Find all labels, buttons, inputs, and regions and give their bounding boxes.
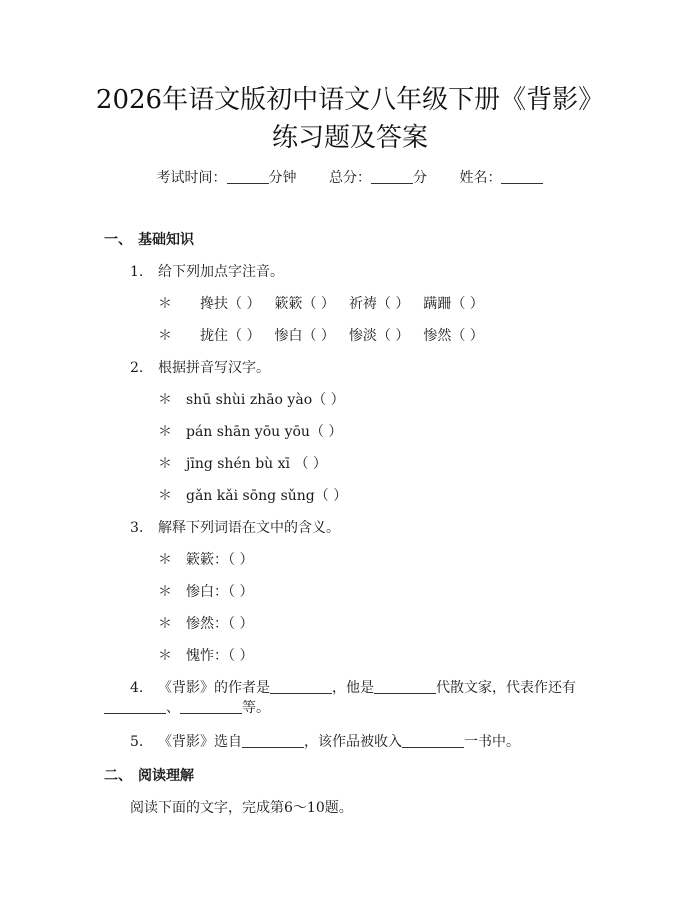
list-item: ＊ 惨然：（ ） — [158, 616, 254, 632]
question-4-continued: 、 等。 — [104, 698, 270, 718]
list-item: ＊ 惨白：（ ） — [158, 584, 254, 600]
collection-blank[interactable] — [402, 733, 464, 748]
list-item: ＊ 簌簌：（ ） — [158, 552, 254, 568]
bullet-star-icon: ＊ — [158, 488, 172, 504]
section-heading-basic: 一、 基础知识 — [104, 232, 194, 248]
author-blank[interactable] — [270, 679, 332, 694]
word-item: 蹒跚（ ） — [423, 296, 484, 312]
word-item: 搀扶（ ） — [200, 296, 261, 312]
bullet-star-icon: ＊ — [158, 616, 172, 632]
question-3: 3. 解释下列词语在文中的含义。 — [130, 520, 340, 536]
list-item: ＊ gǎn kǎi sōng sǔng（ ） — [158, 488, 348, 504]
question-1-row-1 — [158, 294, 498, 314]
bullet-star-icon: ＊ — [158, 392, 172, 408]
student-name-blank[interactable] — [501, 169, 543, 184]
page-title-line-2: 练习题及答案 — [271, 123, 428, 153]
word-item: 簌簌（ ） — [274, 296, 335, 312]
list-item: ＊ pán shān yōu yōu（ ） — [158, 424, 343, 440]
reading-instructions: 阅读下面的文字，完成第6～10题。 — [130, 800, 353, 816]
student-name-field: 姓名： — [459, 168, 543, 188]
question-2: 2. 根据拼音写汉字。 — [130, 360, 270, 376]
section-heading-reading: 二、 阅读理解 — [104, 768, 194, 784]
bullet-star-icon: ＊ — [158, 648, 172, 664]
total-score-field: 总分： 分 — [329, 170, 427, 186]
exam-time-blank[interactable] — [227, 169, 269, 184]
bullet-star-icon: ＊ — [158, 456, 172, 472]
question-5: 5. 《背影》选自 ，该作品被收入 一书中。 — [130, 734, 520, 750]
list-item: ＊ jīng shén bù xī （ ） — [158, 456, 327, 472]
work-blank-1[interactable] — [104, 699, 166, 714]
total-score-blank[interactable] — [371, 169, 413, 184]
bullet-star-icon: ＊ — [158, 552, 172, 568]
page-title-line-1: 2026年语文版初中语文八年级下册《背影》 — [95, 85, 605, 115]
word-item: 惨白（ ） — [274, 328, 335, 344]
exam-info-row — [0, 168, 700, 188]
list-item: ＊ 愧怍：（ ） — [158, 648, 254, 664]
bullet-star-icon: ＊ — [158, 328, 172, 344]
bullet-star-icon: ＊ — [158, 296, 172, 312]
question-4: 4. 《背影》的作者是 ，他是 代散文家，代表作还有 — [130, 680, 576, 696]
bullet-star-icon: ＊ — [158, 584, 172, 600]
bullet-star-icon: ＊ — [158, 424, 172, 440]
word-item: 祈祷（ ） — [348, 296, 410, 312]
list-item: ＊ shū shùi zhāo yào（ ） — [158, 392, 345, 408]
word-item: 惨淡（ ） — [348, 328, 410, 344]
exam-time-field: 考试时间： 分钟 — [156, 170, 297, 186]
word-item: 拢住（ ） — [200, 328, 261, 344]
question-1: 1. 给下列加点字注音。 — [130, 264, 284, 280]
word-item: 惨然（ ） — [423, 328, 484, 344]
work-blank-2[interactable] — [180, 699, 242, 714]
source-blank[interactable] — [242, 733, 304, 748]
question-1-row-2 — [158, 326, 498, 346]
era-blank[interactable] — [374, 679, 436, 694]
